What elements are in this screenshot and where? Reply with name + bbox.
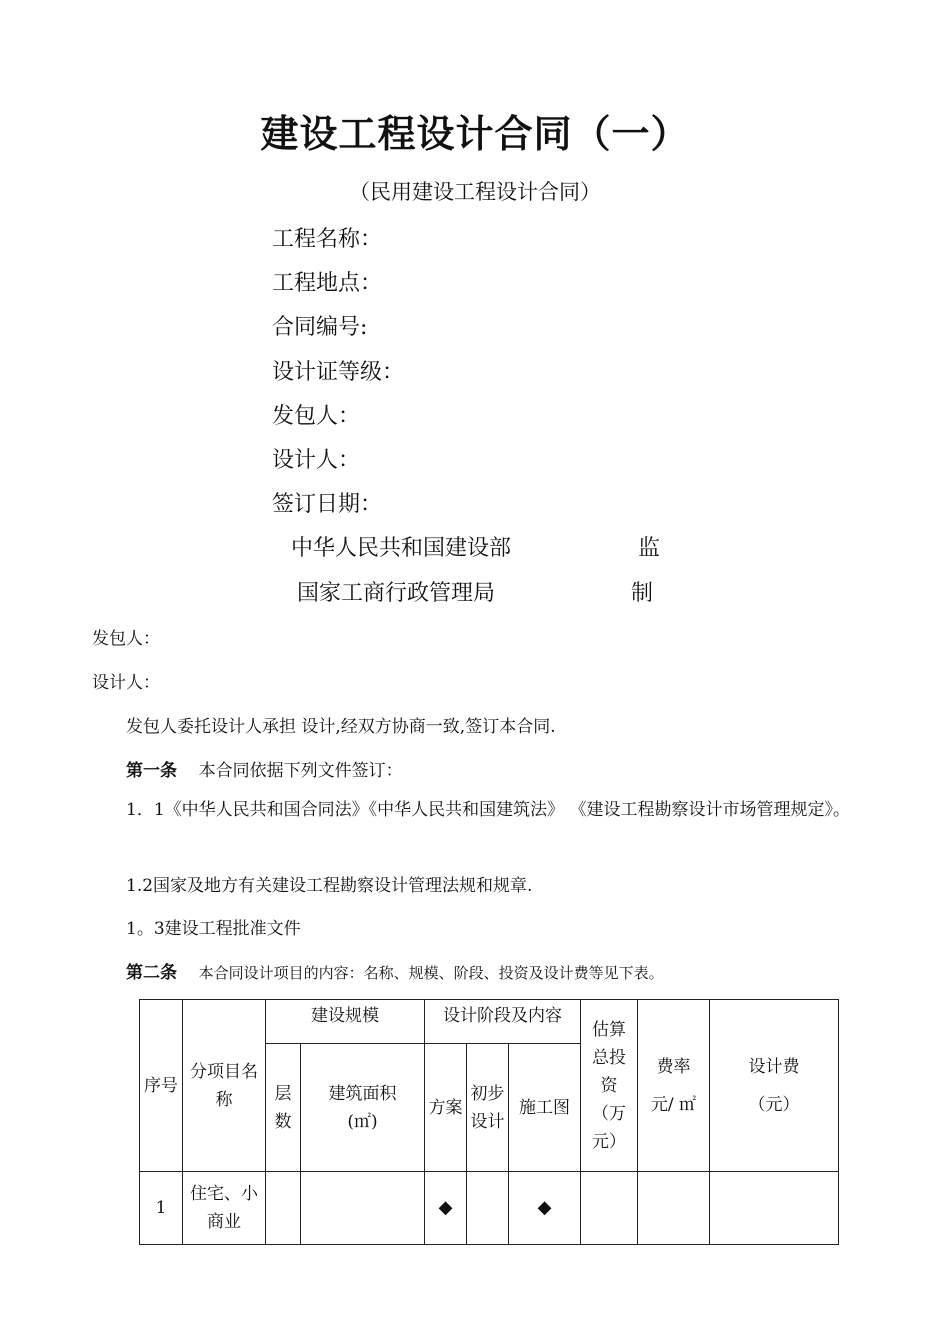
field-project-location: 工程地点： — [272, 271, 383, 296]
row-item-name: 住宅、小商业 — [183, 1172, 266, 1245]
article-1-text: 本合同依据下列文件签订： — [198, 761, 403, 781]
header-seq: 序号 — [140, 1000, 183, 1172]
row-rate — [638, 1172, 710, 1245]
field-client: 发包人： — [272, 404, 361, 429]
article-2-text: 本合同设计项目的内容：名称、规模、阶段、投资及设计费等见下表。 — [198, 964, 664, 982]
header-area-unit: (㎡) — [347, 1111, 378, 1132]
row-investment — [581, 1172, 638, 1245]
field-sign-date: 签订日期： — [272, 492, 383, 517]
header-area-label: 建筑面积 — [328, 1083, 397, 1104]
clause-1-1: 1．1《中华人民共和国合同法》《中华人民共和国建筑法》 《建设工程勘察设计市场管理规定》。 — [126, 800, 851, 820]
header-design-stage: 设计阶段及内容 — [425, 1000, 581, 1044]
row-scheme-mark: ◆ — [425, 1172, 467, 1245]
row-fee — [710, 1172, 839, 1245]
field-project-name: 工程名称： — [272, 227, 383, 252]
field-designer: 设计人： — [272, 448, 361, 473]
header-scheme: 方案 — [425, 1044, 467, 1172]
table-row — [140, 1172, 839, 1245]
field-contract-number: 合同编号: — [272, 315, 368, 340]
article-1 — [126, 756, 403, 781]
header-item-name: 分项目名称 — [183, 1000, 266, 1172]
header-floor-area — [301, 1044, 425, 1172]
header-estimated-investment: 估算总投资（万元） — [581, 1000, 638, 1172]
row-floor-area — [301, 1172, 425, 1245]
header-fee-unit: （元） — [748, 1094, 800, 1115]
clause-1-3: 1。3建设工程批准文件 — [126, 919, 301, 939]
row-construction-mark: ◆ — [509, 1172, 581, 1245]
clause-1-2: 1.2国家及地方有关建设工程勘察设计管理法规和规章. — [126, 876, 533, 896]
issuer-produce-mark: 制 — [631, 581, 654, 606]
header-construction-drawing: 施工图 — [509, 1044, 581, 1172]
header-scale: 建设规模 — [266, 1000, 425, 1044]
header-design-fee — [710, 1000, 839, 1172]
header-rate — [638, 1000, 710, 1172]
document-subtitle: （民用建设工程设计合同） — [349, 180, 601, 204]
header-floors: 层数 — [266, 1044, 301, 1172]
intro-paragraph: 发包人委托设计人承担 设计,经双方协商一致,签订本合同. — [126, 717, 556, 737]
article-1-label: 第一条 — [126, 761, 177, 781]
header-preliminary-design: 初步设计 — [467, 1044, 509, 1172]
issuer-ministry: 中华人民共和国建设部 — [291, 536, 512, 561]
article-2 — [126, 958, 664, 983]
party-designer: 设计人： — [92, 673, 160, 693]
header-rate-label: 费率 — [656, 1056, 691, 1077]
field-certificate-grade: 设计证等级： — [272, 360, 405, 385]
issuer-supervise-mark: 监 — [638, 536, 661, 561]
row-seq: 1 — [140, 1172, 183, 1245]
header-rate-unit: 元/ ㎡ — [650, 1094, 697, 1115]
row-preliminary-mark — [467, 1172, 509, 1245]
party-client: 发包人： — [92, 629, 160, 649]
article-2-label: 第二条 — [126, 963, 177, 983]
design-items-table — [139, 999, 839, 1245]
header-fee-label: 设计费 — [748, 1056, 800, 1077]
document-title: 建设工程设计合同（一） — [260, 111, 690, 156]
row-floors — [266, 1172, 301, 1245]
issuer-administration: 国家工商行政管理局 — [297, 581, 496, 606]
